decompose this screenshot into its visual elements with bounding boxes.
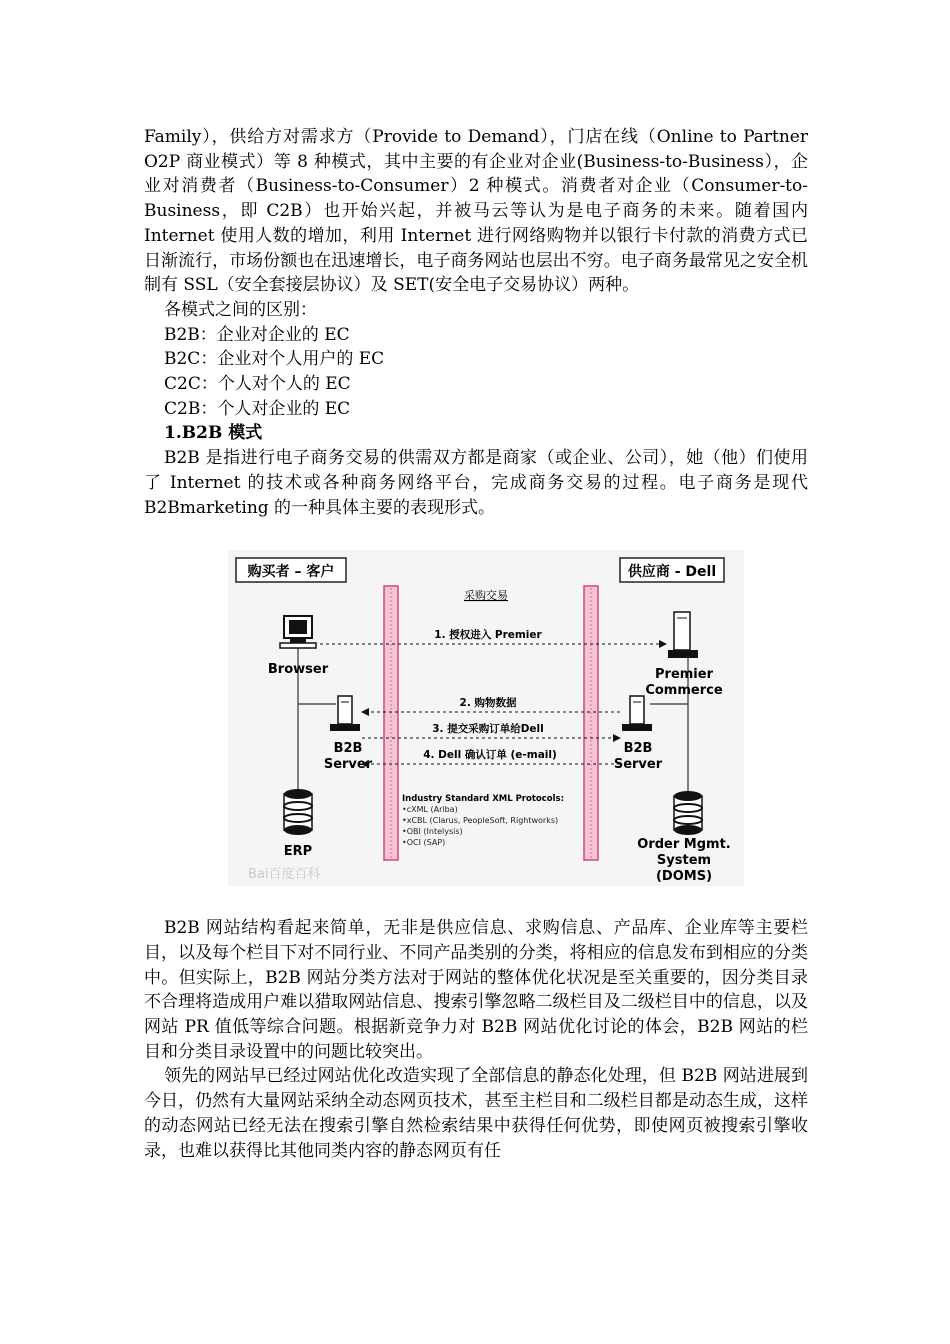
mode-b2b: B2B：企业对企业的 EC xyxy=(164,324,350,345)
watermark: Bai百度百科 xyxy=(248,867,321,883)
transaction-label: 采购交易 xyxy=(464,589,508,603)
b2b-diagram xyxy=(228,550,744,886)
protocol-obi: •OBI (Intelysis) xyxy=(402,827,463,837)
doms-label-3: (DOMS) xyxy=(655,869,713,885)
intro-paragraph: Family），供给方对需求方（Provide to Demand），门店在线（Online to Partner O2P 商业模式）等 8 种模式，其中主要的有企业对企业(Business-to-Business），企业对消费者（Business-to-Consumer）2 种模式。消费者对企业（Consumer-to-Business，即 C2B）也开始兴起，并被马云等认为是电子商务的未来。随着国内 Internet 使用人数的增加，利用 Internet 进行网络购物并以银行卡付款的消费方式已日渐流行，市场份额也在迅速增长，电子商务网站也层出不穷。电子商务最常见之安全机制有 SSL（安全套接层协议）及 SET(安全电子交易协议）两种。 xyxy=(144,127,808,296)
supplier-label: 供应商 - Dell xyxy=(627,564,717,581)
erp-database-icon xyxy=(284,789,312,835)
step-1-label: 1. 授权进入 Premier xyxy=(434,629,542,642)
protocol-cxml: •cXML (Ariba) xyxy=(402,805,458,815)
buyer-server-label-1: B2B xyxy=(333,741,363,757)
doms-label-1: Order Mgmt. xyxy=(637,837,731,853)
document-page xyxy=(144,125,808,1163)
premier-label-2: Commerce xyxy=(645,683,723,699)
protocol-oci: •OCI (SAP) xyxy=(402,838,446,848)
monitor-icon xyxy=(280,616,316,648)
mode-diff-title: 各模式之间的区别： xyxy=(164,299,317,320)
premier-label-1: Premier xyxy=(655,667,713,683)
erp-label: ERP xyxy=(283,844,313,860)
protocol-xcbl: •xCBL (Clarus, PeopleSoft, Rightworks) xyxy=(402,816,559,826)
browser-label: Browser xyxy=(267,662,329,678)
buyer-server-label-2: Server xyxy=(323,757,373,773)
mode-c2c: C2C：个人对个人的 EC xyxy=(164,374,351,395)
step-2-label: 2. 购物数据 xyxy=(459,697,517,710)
supplier-server-label-1: B2B xyxy=(623,741,653,757)
firewall-pillar-left xyxy=(384,586,398,860)
protocols-title: Industry Standard XML Protocols: xyxy=(402,794,564,805)
doms-database-icon xyxy=(674,791,702,835)
buyer-label: 购买者 – 客户 xyxy=(247,564,335,581)
section-heading: 1.B2B 模式 xyxy=(164,423,263,444)
doms-label-2: System xyxy=(656,853,712,869)
mode-c2b: C2B：个人对企业的 EC xyxy=(164,398,351,419)
firewall-pillar-right xyxy=(584,586,598,860)
structure-paragraph: B2B 网站结构看起来简单，无非是供应信息、求购信息、产品库、企业库等主要栏目，以及每个栏目下对不同行业、不同产品类别的分类，将相应的信息发布到相应的分类中。但实际上，B2B 网站分类方法对于网站的整体优化状况是至关重要的，因分类目录不合理将造成用户难以猎取网站信息、搜索引擎忽略二级栏目及二级栏目中的信息，以及网站 PR 值低等综合问题。根据新竞争力对 B2B 网站优化讨论的体会，B2B 网站的栏目和分类目录设置中的问题比较突出。 xyxy=(144,918,808,1062)
mode-b2c: B2C：企业对个人用户的 EC xyxy=(164,349,385,370)
figure-container xyxy=(144,520,808,916)
b2b-paragraph: B2B 是指进行电子商务交易的供需双方都是商家（或企业、公司），她（他）们使用了 Internet 的技术或各种商务网络平台，完成商务交易的过程。电子商务是现代 B2Bmarketing 的一种具体主要的表现形式。 xyxy=(144,448,808,518)
step-3-label: 3. 提交采购订单给Dell xyxy=(432,723,544,736)
static-paragraph: 领先的网站早已经过网站优化改造实现了全部信息的静态化处理，但 B2B 网站进展到今日，仍然有大量网站采纳全动态网页技术，甚至主栏目和二级栏目都是动态生成，这样的动态网站已经无法在搜索引擎自然检索结果中获得任何优势，即使网页被搜索引擎收录，也难以获得比其他同类内容的静态网页有任 xyxy=(144,1066,808,1161)
supplier-server-label-2: Server xyxy=(613,757,663,773)
step-4-label: 4. Dell 确认订单 (e-mail) xyxy=(423,749,557,762)
